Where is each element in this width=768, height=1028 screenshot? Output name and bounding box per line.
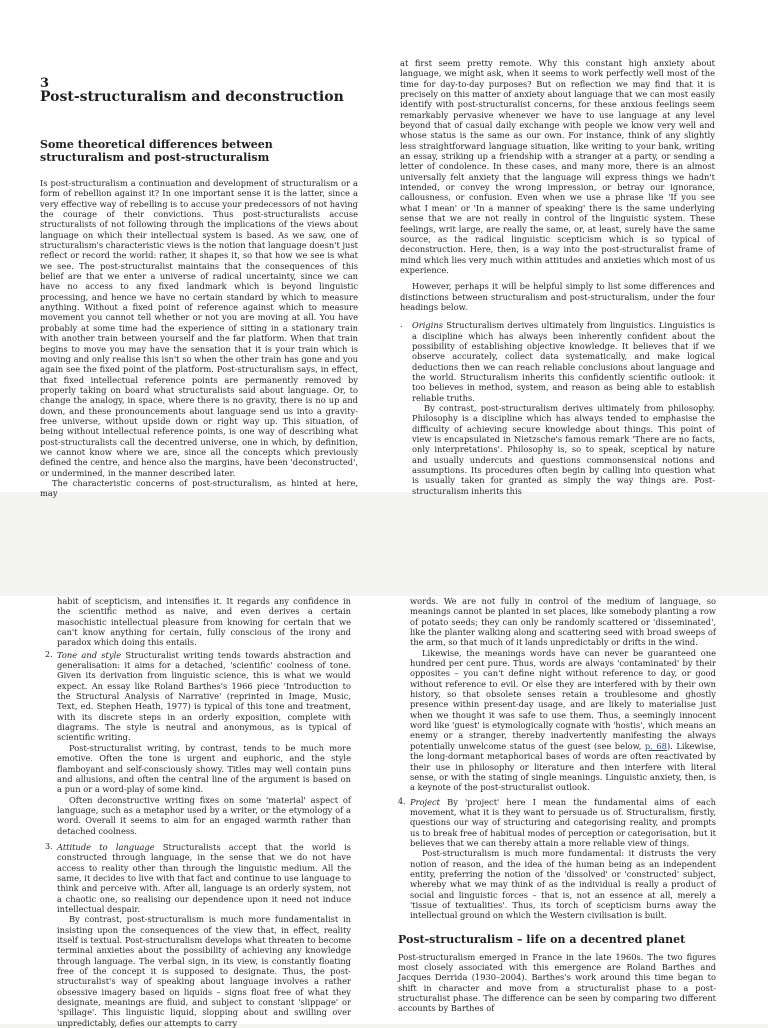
list-marker: 3. bbox=[45, 841, 53, 851]
attitude-term: Attitude to language bbox=[57, 841, 155, 852]
section-heading: Post-structuralism – life on a decentred planet bbox=[398, 932, 686, 946]
section-heading: Some theoretical differences between structuralism and post-structuralism bbox=[40, 138, 273, 164]
list-marker: 2. bbox=[45, 649, 53, 659]
attitude-paragraph: By contrast, post-structuralism is much more fundamentalist in insisting upon the consequences of the view that, in effect, reality itself is textual. Post-structuralism develops what threaten to become terminal anxieties about the possibility of achieving any knowledge through language. The verbal sign, in its view, is constantly floating free of the concept it is supposed to designate. Thus, the post-structuralist's way of speaking about language involves a rather obsessive imagery based on liquids – signs float free of what they designate, meanings are fluid, and subject to constant 'slippage' or 'spillage'. This linguistic liquid, slopping about and swilling over unpredictably, defies our attempts to carry bbox=[57, 914, 351, 1028]
top-left-column bbox=[40, 138, 358, 499]
paragraph: However, perhaps it will be helpful simply to list some differences and distinctions between structuralism and post-structuralism, under the four headings below. bbox=[400, 281, 715, 312]
chapter-number: 3 bbox=[40, 76, 50, 91]
book-page-bottom bbox=[0, 596, 768, 1028]
top-right-column bbox=[400, 58, 715, 496]
list-item-project bbox=[398, 797, 716, 921]
paragraph: at first seem pretty remote. Why this constant high anxiety about language, we might ask, when it seems to work perfectly well most of the time for day-to-day purposes? But on reflection we may find that it is precisely on this matter of anxiety about language that we can most easily identify with post-structuralist concerns, for these anxious feelings seem remarkably pervasive whenever we have to use language at any level beyond that of casual daily exchange with people we know very well and whose status is the same as our own. For instance, think of any slightly less straightforward language situation, like writing to your bank, writing an essay, striking up a friendship with a stranger at a party, or sending a letter of condolence. In these cases, and many more, there is an almost universally felt anxiety that the language will express things we hadn't intended, or convey the wrong impression, or betray our ignorance, callousness, or confusion. Even when we use a phrase like 'If you see what I mean' or 'In a manner of speaking' there is the same underlying sense that we are not really in control of the linguistic system. These feelings, writ large, are really the same, or, at least, surely have the same source, as the radical linguistic scepticism which is so typical of deconstruction. Here, then, is a way into the post-structuralist frame of mind which lies very much within attitudes and anxieties which most of us experience. bbox=[400, 58, 715, 275]
origins-term: Origins bbox=[412, 320, 443, 331]
list-item-origins bbox=[400, 320, 715, 496]
list-marker: 4. bbox=[398, 796, 406, 806]
text-run: Likewise, the meanings words have can never be guaranteed one hundred per cent pure. Thus, words are always 'contaminated' by their opposites – you can't define night without reference to day, or good without reference to evil. Or else they are interfered with by their own history, so that obsolete senses retain a troublesome and ghostly presence within present-day usage, and are likely to materialise just when we thought it was safe to use them. Thus, a seemingly innocent word like 'guest' is etymologically cognate with 'hostis', which means an enemy or a stranger, thereby inadvertently manifesting the always potentially unwelcome status of the guest (see below, bbox=[410, 647, 716, 751]
attitude-text: Structuralists accept that the world is constructed through language, in the sense that we do not have access to reality other than through the linguistic medium. All the same, it decides to live with that fact and continue to use language to think and perceive with. After all, language is an orderly system, not a chaotic one, so realising our dependence upon it need not induce intellectual despair. bbox=[57, 841, 352, 914]
page-reference-link[interactable]: p. 68 bbox=[644, 740, 667, 751]
tone-term: Tone and style bbox=[57, 649, 122, 660]
chapter-title: Post-structuralism and deconstruction bbox=[40, 89, 344, 105]
list-item-tone bbox=[45, 650, 351, 836]
bottom-right-column bbox=[398, 596, 716, 1014]
origins-contrast: By contrast, post-structuralism derives ultimately from philosophy. Philosophy is a discipline which has always tended to emphasise the difficulty of achieving secure knowledge about things. This point of view is encapsulated in Nietzsche's famous remark 'There are no facts, only interpretations'. Philosophy is, so to speak, sceptical by nature and usually undercuts and questions commonsensical notions and assumptions. Its procedures often begin by calling into question what is usually taken for granted as simply the way things are. Post-structuralism inherits this bbox=[412, 403, 715, 496]
text-run: ). Likewise, the long-dormant metaphorical bases of words are often reactivated by their use in philosophy or literature and then interfere with literal sense, or with the stating of single meanings. Linguistic anxiety, then, is a keynote of the post-structuralist outlook. bbox=[410, 740, 716, 793]
bottom-left-column bbox=[45, 596, 351, 1028]
intro-paragraph: Is post-structuralism a continuation and development of structuralism or a form of rebellion against it? In one important sense it is the latter, since a very effective way of rebelling is to accuse your predecessors of not having the courage of their convictions. Thus post-structuralists accuse structuralists of not following through the implications of the views about language on which their intellectual system is based. As we saw, one of structuralism's characteristic views is the notion that language doesn't just reflect or record the world: rather, it shapes it, so that how we see is what we see. The post-structuralist maintains that the consequences of this belief are that we enter a universe of radical uncertainty, since we can have no access to any fixed landmark which is beyond linguistic processing, and hence we have no certain standard by which to measure anything. Without a fixed point of reference against which to measure movement you cannot tell whether or not you are moving at all. You have probably at some time had the experience of sitting in a stationary train with another train between yourself and the far platform. When that train begins to move you may have the sensation that it is your train which is moving and only realise this isn't so when the other train has gone and you again see the fixed point of the platform. Post-structuralism says, in effect, that fixed intellectual reference points are permanently removed by properly taking on board what structuralists said about language. Or, to change the analogy, in space, where there is no gravity, there is no up and down, and these pronouncements about language send us into a gravity-free universe, without upside down or right way up. This situation, of being without intellectual reference points, is one way of describing what post-structuralists call the decentred universe, one in which, by definition, we cannot know where we are, since all the concepts which previously defined the centre, and hence also the margins, have been 'deconstructed', or undermined, in the manner described later. bbox=[40, 178, 358, 478]
tone-paragraph: Post-structuralist writing, by contrast, tends to be much more emotive. Often the tone is urgent and euphoric, and the style flamboyant and self-consciously showy. Titles may well contain puns and allusions, and often the central line of the argument is based on a pun or a word-play of some kind. bbox=[57, 742, 351, 795]
project-paragraph: Post-structuralism is much more fundamental: it distrusts the very notion of reason, and the idea of the human being as an independent entity, preferring the notion of the 'dissolved' or 'constructed' subject, whereby what we may think of as the individual is really a product of social and linguistic forces – that is, not an essence at all, merely a 'tissue of textualities'. Thus, its torch of scepticism burns away the intellectual ground on which the Western civilisation is built. bbox=[410, 848, 716, 921]
tone-paragraph: Often deconstructive writing fixes on some 'material' aspect of language, such as a metaphor used by a writer, or the etymology of a word. Overall it seems to aim for an engaged warmth rather than detached coolness. bbox=[57, 794, 351, 836]
list-marker: . bbox=[400, 320, 403, 330]
tone-text: Structuralist writing tends towards abstraction and generalisation: it aims for a detached, 'scientific' coolness of tone. Given its derivation from linguistic science, this is what we would expect. An essay like Roland Barthes's 1966 piece 'Introduction to the Structural Analysis of Narrative' (reprinted in Image, Music, Text, ed. Stephen Heath, 1977) is typical of this tone and treatment, with its discrete steps in an orderly exposition, complete with diagrams. The style is neutral and anonymous, as is typical of scientific writing. bbox=[57, 649, 352, 743]
list-item-attitude bbox=[45, 842, 351, 1028]
project-term: Project bbox=[410, 796, 441, 807]
paragraph bbox=[398, 648, 716, 793]
project-text: By 'project' here I mean the fundamental aims of each movement, what it is they want to persuade us of. Structuralism, firstly, questions our way of structuring and categorising reality, and prompts us to break free of habitual modes of perception or categorisation, but it believes that we can thereby attain a more reliable view of things. bbox=[410, 796, 716, 848]
paragraph: habit of scepticism, and intensifies it. It regards any confidence in the scientific method as naive, and even derives a certain masochistic intellectual pleasure from knowing for certain that we can't know anything for certain, fully conscious of the irony and paradox which doing this entails. bbox=[57, 596, 351, 648]
paragraph: The characteristic concerns of post-structuralism, as hinted at here, may bbox=[40, 477, 358, 499]
paragraph: words. We are not fully in control of the medium of language, so meanings cannot be planted in set places, like somebody planting a row of potato seeds; they can only be randomly scattered or 'disseminated', like the planter walking along and scattering seed with broad sweeps of the arm, so that much of it lands unpredictably or drifts in the wind. bbox=[410, 596, 716, 648]
origins-text: Structuralism derives ultimately from linguistics. Linguistics is a discipline which has always been inherently confident about the possibility of establishing objective knowledge. It believes that if we observe accurately, collect data systematically, and make logical deductions then we can reach reliable conclusions about language and the world. Structuralism inherits this confidently scientific outlook: it too believes in method, system, and reason as being able to establish reliable truths. bbox=[412, 320, 715, 403]
paragraph: Post-structuralism emerged in France in the late 1960s. The two figures most closely associated with this emergence are Roland Barthes and Jacques Derrida (1930–2004). Barthes's work around this time began to shift in character and move from a structuralist phase to a post-structuralist phase. The difference can be seen by comparing two different accounts by Barthes of bbox=[398, 951, 716, 1014]
book-page-top bbox=[0, 0, 768, 499]
